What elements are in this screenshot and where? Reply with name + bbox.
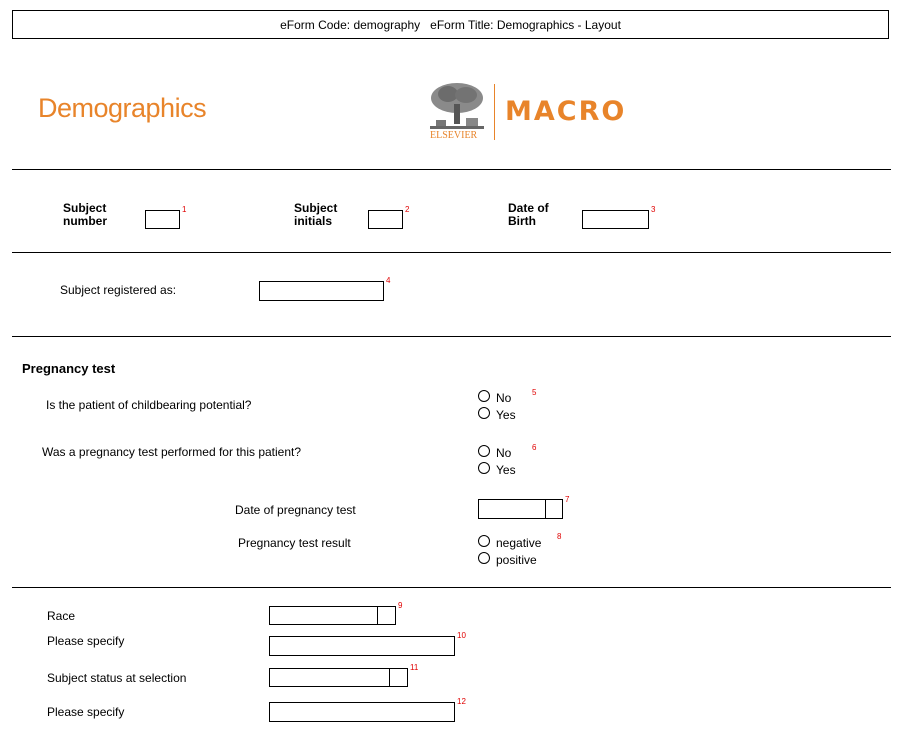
pregnancy-date-input[interactable] [478,499,563,519]
question-number: 12 [457,697,466,706]
eform-title: eForm Title: Demographics - Layout [430,17,621,32]
page-title: Demographics [38,93,207,123]
childbearing-yes-label: Yes [496,408,516,422]
divider [12,169,891,170]
race-select[interactable] [269,606,396,625]
status-specify-label: Please specify [47,705,125,719]
subject-initials-label: Subject initials [294,201,338,228]
childbearing-yes-radio[interactable] [478,407,490,419]
performed-no-radio[interactable] [478,445,490,457]
question-number: 10 [457,631,466,640]
registered-input[interactable] [259,281,384,301]
question-number: 9 [398,601,403,610]
registered-label: Subject registered as: [60,283,177,297]
subject-number-label: Subject number [63,201,108,228]
question-number: 6 [532,443,537,452]
divider [12,252,891,253]
pregnancy-result-label: Pregnancy test result [238,536,351,550]
divider [12,587,891,588]
divider [12,336,891,337]
macro-wordmark: MACRO [505,96,627,127]
logo-divider [494,84,495,140]
performed-yes-radio[interactable] [478,462,490,474]
question-number: 11 [410,663,419,672]
performed-yes-label: Yes [496,463,516,477]
question-number: 8 [557,532,562,541]
pregnancy-section-title: Pregnancy test [22,361,116,376]
status-label: Subject status at selection [47,671,187,685]
question-number: 7 [565,495,570,504]
result-negative-label: negative [496,536,542,550]
performed-no-label: No [496,446,512,460]
dob-input[interactable] [582,210,649,229]
result-positive-radio[interactable] [478,552,490,564]
question-number: 3 [651,205,656,214]
pregnancy-date-label: Date of pregnancy test [235,503,356,517]
race-label: Race [47,609,76,623]
question-number: 2 [405,205,410,214]
test-performed-label: Was a pregnancy test performed for this patient? [42,445,302,459]
eform-code: eForm Code: demography [280,17,421,32]
eform-header [12,10,889,39]
elsevier-logo [428,82,486,142]
status-specify-input[interactable] [269,702,455,722]
elsevier-wordmark: ELSEVIER [430,130,478,141]
subject-initials-input[interactable] [368,210,403,229]
question-number: 1 [182,205,187,214]
question-number: 4 [386,276,391,285]
subject-number-input[interactable] [145,210,180,229]
childbearing-no-radio[interactable] [478,390,490,402]
race-specify-input[interactable] [269,636,455,656]
result-negative-radio[interactable] [478,535,490,547]
question-number: 5 [532,388,537,397]
childbearing-label: Is the patient of childbearing potential? [46,398,252,412]
status-select[interactable] [269,668,408,687]
result-positive-label: positive [496,553,537,567]
dob-label: Date of Birth [508,201,549,228]
race-specify-label: Please specify [47,634,125,648]
childbearing-no-label: No [496,391,512,405]
tree-icon [428,82,486,130]
